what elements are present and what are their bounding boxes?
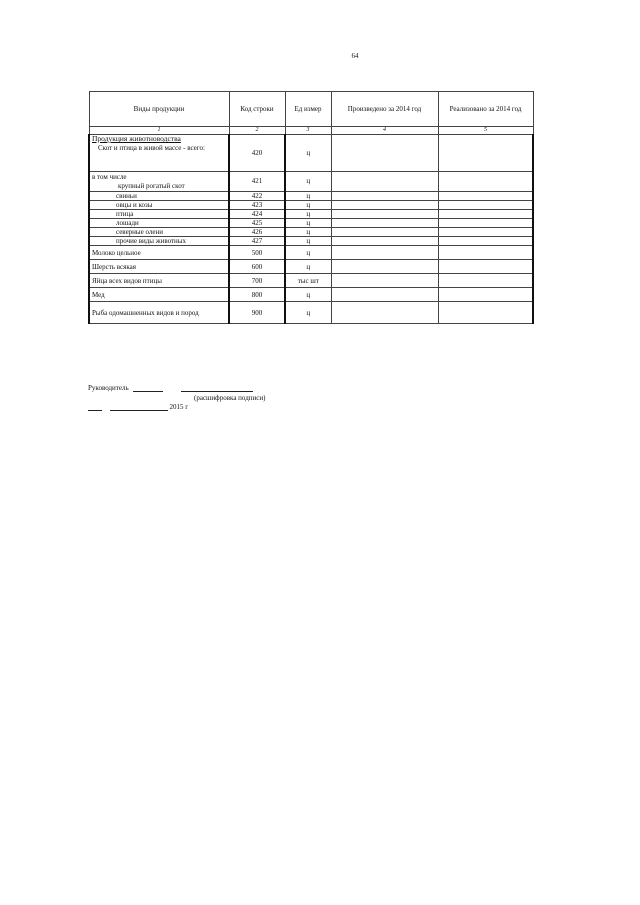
table-row <box>89 201 533 210</box>
header-code: Код строки <box>229 92 285 127</box>
column-number-row <box>89 127 533 135</box>
table-row <box>89 172 533 192</box>
row-code: 800 <box>229 288 285 302</box>
row-name: овцы и козы <box>89 201 229 210</box>
produced-cell[interactable] <box>331 274 438 288</box>
date-line <box>88 403 188 411</box>
table-row <box>89 246 533 260</box>
row-code: 427 <box>229 237 285 246</box>
col-number: 1 <box>89 127 229 135</box>
produced-cell[interactable] <box>331 219 438 228</box>
sold-cell[interactable] <box>438 260 533 274</box>
row-name <box>89 172 229 192</box>
row-name <box>89 135 229 172</box>
row-name: птица <box>89 210 229 219</box>
row-code: 425 <box>229 219 285 228</box>
row-code: 422 <box>229 192 285 201</box>
row-unit: ц <box>285 237 331 246</box>
row-code: 900 <box>229 302 285 324</box>
sold-cell[interactable] <box>438 201 533 210</box>
name-blank[interactable] <box>181 384 253 392</box>
row-unit: ц <box>285 246 331 260</box>
table-header-row <box>89 92 533 127</box>
sold-cell[interactable] <box>438 210 533 219</box>
row-code: 424 <box>229 210 285 219</box>
row-name: Молоко цельное <box>89 246 229 260</box>
table-row <box>89 237 533 246</box>
table-row <box>89 228 533 237</box>
row-name: прочие виды животных <box>89 237 229 246</box>
production-table <box>88 91 534 324</box>
day-blank[interactable] <box>88 403 102 411</box>
sold-cell[interactable] <box>438 135 533 172</box>
row-name: лошади <box>89 219 229 228</box>
table-row <box>89 274 533 288</box>
row-name: свиньи <box>89 192 229 201</box>
row-unit: ц <box>285 288 331 302</box>
row-code: 426 <box>229 228 285 237</box>
sold-cell[interactable] <box>438 219 533 228</box>
year-label: 2015 г <box>169 403 189 411</box>
row-code: 500 <box>229 246 285 260</box>
row-unit: ц <box>285 260 331 274</box>
table-row <box>89 192 533 201</box>
produced-cell[interactable] <box>331 260 438 274</box>
produced-cell[interactable] <box>331 192 438 201</box>
row-unit: ц <box>285 210 331 219</box>
row-code: 421 <box>229 172 285 192</box>
row-unit: ц <box>285 219 331 228</box>
table-row <box>89 219 533 228</box>
table-row <box>89 210 533 219</box>
row-name: Шерсть всякая <box>89 260 229 274</box>
signature-blank[interactable] <box>133 384 163 392</box>
month-blank[interactable] <box>110 403 168 411</box>
header-produced: Произведено за 2014 год <box>331 92 438 127</box>
head-label: Руководитель <box>88 384 129 392</box>
row-code: 600 <box>229 260 285 274</box>
decoding-label: (расшифровка подписи) <box>194 394 266 402</box>
sold-cell[interactable] <box>438 172 533 192</box>
row-sublabel: крупный рогатый скот <box>118 181 185 190</box>
produced-cell[interactable] <box>331 246 438 260</box>
row-unit: ц <box>285 201 331 210</box>
produced-cell[interactable] <box>331 288 438 302</box>
sold-cell[interactable] <box>438 228 533 237</box>
col-number: 3 <box>285 127 331 135</box>
row-unit: ц <box>285 172 331 192</box>
row-name: Яйца всех видов птицы <box>89 274 229 288</box>
sold-cell[interactable] <box>438 302 533 324</box>
row-name: северные олени <box>89 228 229 237</box>
table-row <box>89 302 533 324</box>
produced-cell[interactable] <box>331 201 438 210</box>
row-label: Скот и птица в живой массе - всего: <box>98 143 205 152</box>
section-title: Продукция животноводства <box>92 134 181 143</box>
row-name: Мед <box>89 288 229 302</box>
sold-cell[interactable] <box>438 288 533 302</box>
sold-cell[interactable] <box>438 274 533 288</box>
sold-cell[interactable] <box>438 192 533 201</box>
produced-cell[interactable] <box>331 237 438 246</box>
produced-cell[interactable] <box>331 210 438 219</box>
row-unit: ц <box>285 302 331 324</box>
col-number: 5 <box>438 127 533 135</box>
sold-cell[interactable] <box>438 246 533 260</box>
row-code: 423 <box>229 201 285 210</box>
header-sold: Реализовано за 2014 год <box>438 92 533 127</box>
row-unit: ц <box>285 192 331 201</box>
table-row <box>89 288 533 302</box>
row-name: Рыба одомашненных видов и пород <box>89 302 229 324</box>
table-row <box>89 260 533 274</box>
row-unit: ц <box>285 135 331 172</box>
row-unit: ц <box>285 228 331 237</box>
row-code: 420 <box>229 135 285 172</box>
table-row <box>89 135 533 172</box>
col-number: 2 <box>229 127 285 135</box>
row-label: в том числе <box>92 173 127 182</box>
header-product: Виды продукции <box>89 92 229 127</box>
produced-cell[interactable] <box>331 135 438 172</box>
produced-cell[interactable] <box>331 172 438 192</box>
page-number: 64 <box>351 52 359 60</box>
produced-cell[interactable] <box>331 228 438 237</box>
signature-head-line <box>88 384 253 392</box>
produced-cell[interactable] <box>331 302 438 324</box>
row-unit: тыс шт <box>285 274 331 288</box>
sold-cell[interactable] <box>438 237 533 246</box>
header-unit: Ед измер <box>285 92 331 127</box>
row-code: 700 <box>229 274 285 288</box>
col-number: 4 <box>331 127 438 135</box>
